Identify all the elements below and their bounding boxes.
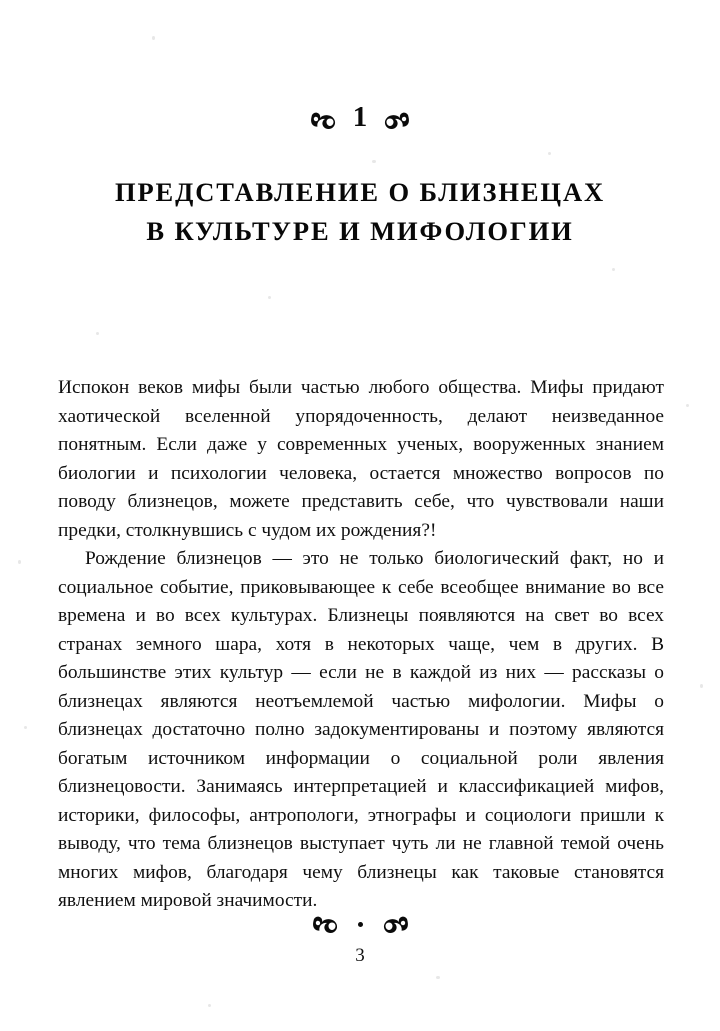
scan-speck	[208, 1004, 211, 1007]
scan-speck	[96, 332, 99, 335]
scan-speck	[268, 296, 271, 299]
dot-icon	[358, 922, 363, 927]
scan-speck	[372, 160, 376, 163]
scan-speck	[24, 726, 27, 729]
tail-ornament-row	[312, 912, 409, 934]
scan-speck	[548, 152, 551, 155]
scan-speck	[686, 404, 689, 407]
body-paragraph: Испокон веков мифы были частью любого общества. Мифы придают хаотической вселенной упорядоченность, делают неизведанное понятным. Если даже у современных ученых, вооруженных знанием биологии и психологии человека, остается множество вопросов по поводу близнецов, можете представить себе, что чувствовали наши предки, столкнувшись с чудом их рождения?!	[58, 377, 664, 541]
scan-speck	[18, 560, 21, 564]
flourish-left-icon	[312, 912, 342, 934]
flourish-right-icon	[380, 108, 410, 130]
flourish-left-icon	[310, 108, 340, 130]
chapter-title-line-2: В КУЛЬТУРЕ И МИФОЛОГИИ	[146, 215, 574, 246]
scan-speck	[612, 268, 615, 271]
tail-ornament	[0, 912, 720, 938]
body-paragraph: Рождение близнецов — это не только биологический факт, но и социальное событие, приковывающее к себе всеобщее внимание во все времена и во всех культурах. Близнецы появляются на свет во всех странах земного шара, хотя в некоторых чаще, чем в других. В большинстве этих культур — если не в каждой из них — рассказы о близнецах являются неотъемлемой частью мифологии. Мифы о близнецах достаточно полно задокументированы и поэтому являются богатым источником информации о социальной роли явления близнецовости. Занимаясь интерпретацией и классификацией мифов, историки, философы, антропологи, этнографы и социологи пришли к выводу, что тема близнецов выступает чуть ли не главной темой очень многих мифов, благодаря чему близнецы как таковые становятся явлением мировой значимости.	[58, 548, 664, 911]
chapter-ornament-row	[310, 101, 411, 133]
chapter-title	[0, 173, 720, 251]
chapter-title-line-1: ПРЕДСТАВЛЕНИЕ О БЛИЗНЕЦАХ	[114, 176, 606, 207]
flourish-right-icon	[379, 912, 409, 934]
chapter-number-header	[0, 101, 720, 134]
scan-speck	[700, 684, 703, 688]
scan-speck	[436, 976, 440, 979]
scan-speck	[152, 36, 155, 40]
chapter-number: 1	[352, 101, 368, 133]
body-text	[58, 374, 664, 916]
page-number: 3	[355, 945, 365, 966]
